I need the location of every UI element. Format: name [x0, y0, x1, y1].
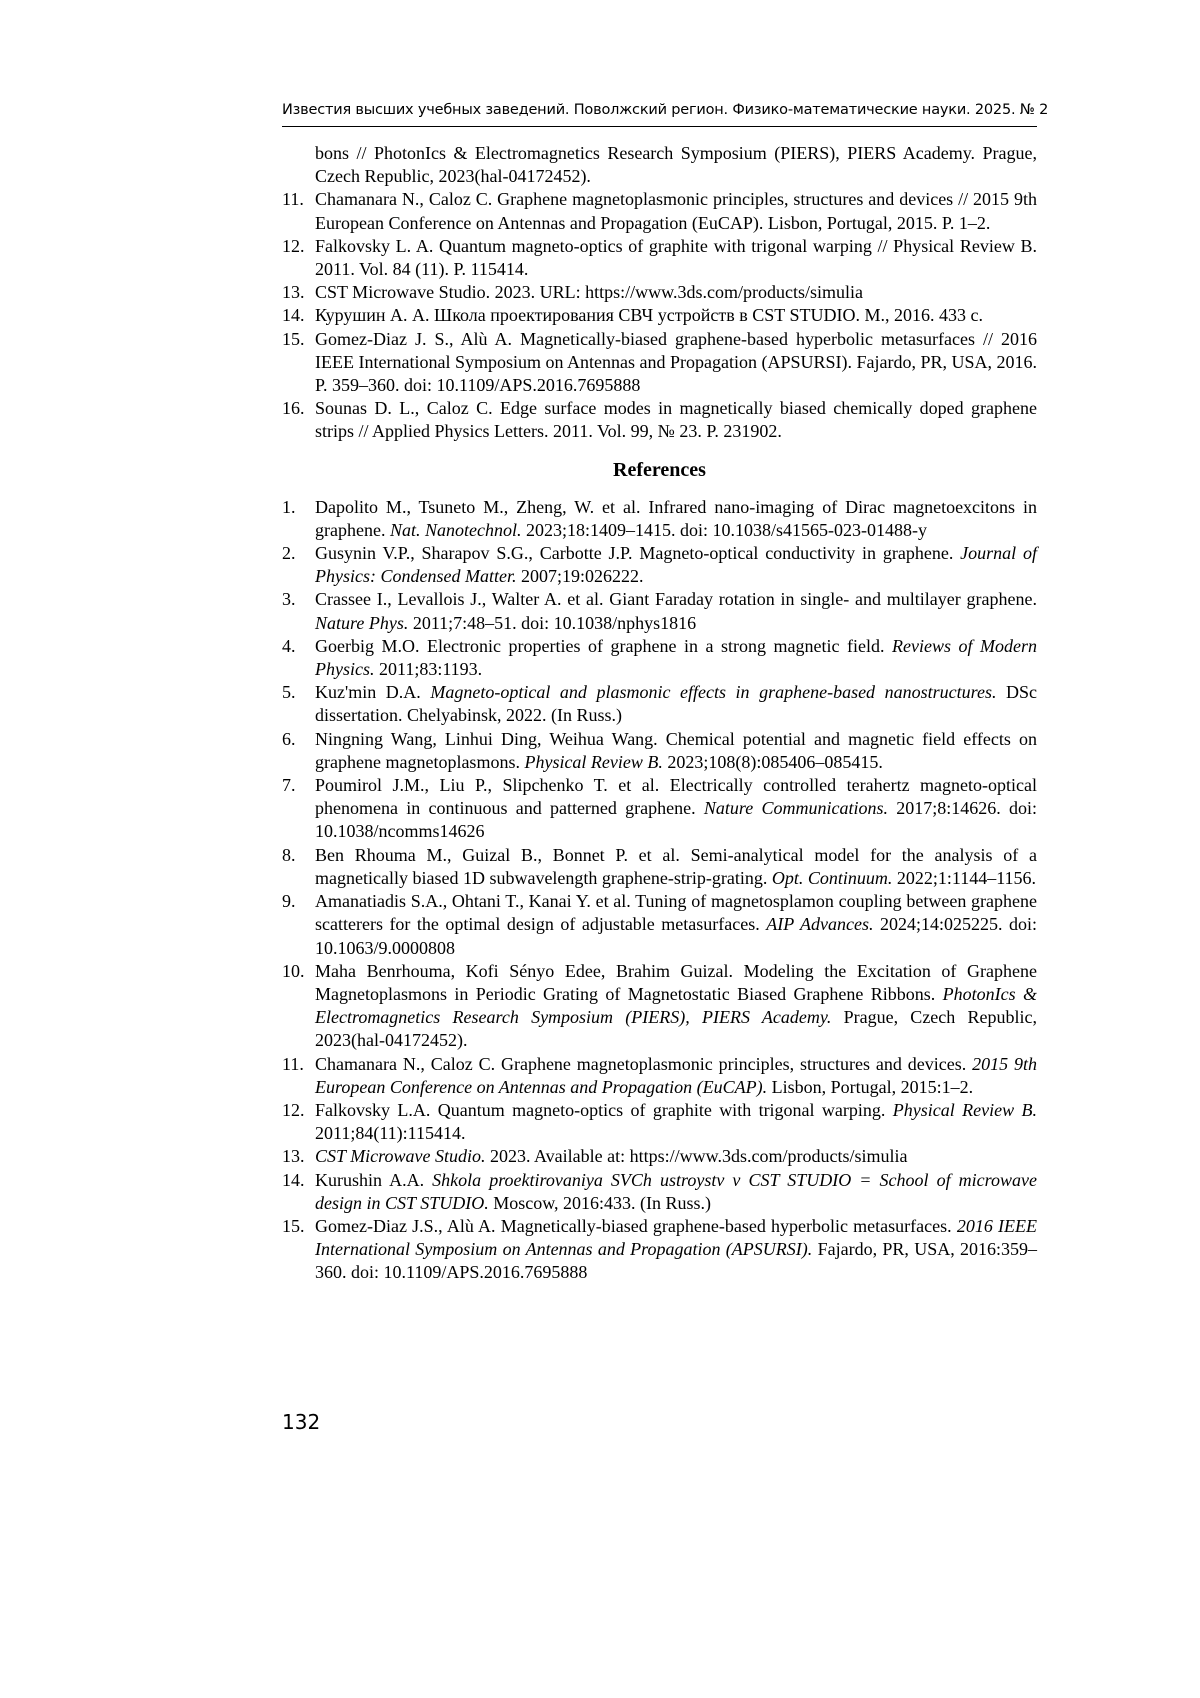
reference-italic-text: Reviews of Modern Physics. [315, 635, 1037, 680]
reference-italic-text: Nat. Nanotechnol. [389, 519, 522, 540]
reference-text: Lisbon, Portugal, 2015:1–2. [767, 1076, 974, 1097]
reference-italic-text: Journal of Physics: Condensed Matter. [315, 543, 1037, 587]
reference-italic-text: Nature Communications. [703, 798, 888, 819]
reference-number: 15. [282, 1215, 305, 1236]
reference-number: 13. [282, 282, 305, 303]
reference-item [282, 890, 1037, 960]
reference-text: Goerbig M.O. Electronic properties of graphene in a strong magnetic field. [315, 635, 892, 656]
reference-item [282, 496, 1037, 542]
reference-text: DSc dissertation. Chelyabinsk, 2022. (In Russ.) [315, 682, 1038, 726]
reference-text: Fajardo, PR, USA, 2016:359–360. doi: 10.1109/APS.2016.7695888 [315, 1239, 1038, 1283]
reference-number: 4. [282, 635, 296, 656]
reference-text: 2023;18:1409–1415. doi: 10.1038/s41565-023-01488-y [521, 519, 927, 540]
reference-text: Dapolito M., Tsuneto M., Zheng, W. et al. Infrared nano-imaging of Dirac magnetoexcitons in graphene. [315, 496, 1037, 540]
reference-text: CST Microwave Studio. 2023. URL: https://www.3ds.com/products/simulia [315, 282, 863, 303]
reference-number: 12. [282, 1099, 305, 1120]
reference-text: Gusynin V.P., Sharapov S.G., Carbotte J.P. Magneto-optical conductivity in graphene. [315, 543, 961, 564]
reference-number: 14. [282, 305, 305, 326]
reference-number: 9. [282, 891, 296, 912]
reference-item [282, 235, 1037, 281]
reference-number: 12. [282, 235, 305, 256]
reference-text: Poumirol J.M., Liu P., Slipchenko T. et al. Electrically controlled terahertz magneto-optical phenomena in continuous and patterned graphene. [315, 775, 1037, 819]
reference-item [282, 1099, 1037, 1145]
reference-text: Amanatiadis S.A., Ohtani T., Kanai Y. et al. Tuning of magnetosplamon coupling between graphene scatterers for the optimal design of adjustable metasurfaces. [315, 891, 1037, 935]
reference-italic-text: Physical Review B. [524, 751, 663, 772]
reference-number: 11. [282, 1053, 304, 1074]
reference-number: 15. [282, 328, 305, 349]
reference-number: 5. [282, 682, 296, 703]
reference-item [282, 1053, 1037, 1099]
reference-number: 11. [282, 189, 304, 210]
reference-list-english [282, 496, 1037, 1285]
reference-text: 2011;7:48–51. doi: 10.1038/nphys1816 [408, 612, 697, 633]
reference-item [282, 635, 1037, 681]
reference-number: 1. [282, 496, 296, 517]
reference-text: 2024;14:025225. doi: 10.1063/9.0000808 [315, 914, 1037, 958]
reference-number: 6. [282, 728, 296, 749]
reference-number: 3. [282, 589, 296, 610]
reference-item [282, 1145, 1037, 1168]
reference-item [282, 844, 1037, 890]
reference-item [282, 960, 1037, 1053]
reference-text: Moscow, 2016:433. (In Russ.) [488, 1192, 712, 1213]
reference-item [282, 681, 1037, 727]
reference-text: 2011;83:1193. [374, 659, 483, 680]
reference-text: 2022;1:1144–1156. [892, 867, 1037, 888]
reference-text: 2007;19:026222. [516, 566, 644, 587]
reference-text: 2023;108(8):085406–085415. [662, 751, 883, 772]
reference-text: Prague, Czech Republic, 2023(hal-04172452). [315, 1007, 1037, 1051]
reference-number: 16. [282, 398, 305, 419]
reference-text: 2011;84(11):115414. [315, 1123, 466, 1144]
reference-item [282, 188, 1037, 234]
reference-text: Falkovsky L.A. Quantum magneto-optics of graphite with trigonal warping. [315, 1099, 893, 1120]
reference-italic-text: CST Microwave Studio. [315, 1146, 486, 1167]
reference-text: Maha Benrhouma, Kofi Sényo Edee, Brahim Guizal. Modeling the Excitation of Graphene Magnetoplasmons in Periodic Grating of Magnetostatic Biased Graphene Ribbons. [315, 960, 1037, 1004]
reference-item [282, 281, 1037, 304]
reference-item [282, 1215, 1037, 1285]
reference-item [282, 397, 1037, 443]
reference-text: Kurushin A.A. [315, 1169, 433, 1190]
reference-italic-text: 2015 9th European Conference on Antennas and Propagation (EuCAP). [315, 1053, 1037, 1097]
reference-item [282, 1169, 1037, 1215]
reference-number: 2. [282, 543, 296, 564]
reference-number: 10. [282, 960, 305, 981]
reference-text: Gomez-Diaz J.S., Alù A. Magnetically-biased graphene-based hyperbolic metasurfaces. [315, 1215, 957, 1236]
reference-text: 2017;8:14626. doi: 10.1038/ncomms14626 [315, 798, 1037, 842]
reference-italic-text: 2016 IEEE International Symposium on Antennas and Propagation (APSURSI). [315, 1215, 1037, 1260]
reference-text: Ben Rhouma M., Guizal B., Bonnet P. et al. Semi-analytical model for the analysis of a magnetically biased 1D subwavelength graphene-strip-grating. [315, 844, 1037, 888]
page-content [282, 142, 1037, 1285]
reference-italic-text: Nature Phys. [315, 612, 409, 633]
reference-list-russian [282, 142, 1037, 444]
page-number: 132 [282, 1410, 321, 1434]
journal-header: Известия высших учебных заведений. Поволжский регион. Физико-математические науки. 2025. № 2 [282, 102, 1049, 118]
reference-italic-text: Shkola proektirovaniya SVCh ustroystv v CST STUDIO = School of microwave design in CST STUDIO. [315, 1169, 1037, 1213]
reference-text: 2023. Available at: https://www.3ds.com/products/simulia [485, 1146, 908, 1167]
reference-text: Crassee I., Levallois J., Walter A. et al. Giant Faraday rotation in single- and multilayer graphene. [315, 589, 1037, 610]
reference-italic-text: AIP Advances. [766, 914, 874, 935]
reference-text: Gomez-Diaz J. S., Alù A. Magnetically-biased graphene-based hyperbolic metasurfaces // 2016 IEEE International Symposium on Antennas and Propagation (APSURSI). Fajardo, PR, USA, 2016. P. 359–360. doi: 10.1109/APS.2016.7695888 [315, 328, 1037, 396]
reference-text: Chamanara N., Caloz C. Graphene magnetoplasmonic principles, structures and devices. [315, 1053, 973, 1074]
reference-item [282, 728, 1037, 774]
reference-number: 13. [282, 1146, 305, 1167]
header-divider [282, 126, 1037, 127]
reference-italic-text: Physical Review B. [892, 1099, 1037, 1120]
reference-text: Курушин А. А. Школа проектирования СВЧ устройств в CST STUDIO. М., 2016. 433 с. [315, 305, 983, 326]
reference-item [282, 304, 1037, 327]
reference-text: Falkovsky L. A. Quantum magneto-optics of graphite with trigonal warping // Physical Review B. 2011. Vol. 84 (11). P. 115414. [315, 235, 1037, 280]
reference-italic-text: Magneto-optical and plasmonic effects in graphene-based nanostructures. [430, 682, 997, 703]
reference-number: 8. [282, 844, 296, 865]
reference-item [282, 142, 1037, 188]
reference-number: 14. [282, 1169, 305, 1190]
reference-item [282, 774, 1037, 844]
reference-italic-text: PhotonIcs & Electromagnetics Research Symposium (PIERS), PIERS Academy. [315, 983, 1037, 1028]
reference-item [282, 328, 1037, 398]
reference-text: Sounas D. L., Caloz C. Edge surface modes in magnetically biased chemically doped graphene strips // Applied Physics Letters. 2011. Vol. 99, № 23. P. 231902. [315, 398, 1037, 442]
reference-text: Ningning Wang, Linhui Ding, Weihua Wang. Chemical potential and magnetic field effects on graphene magnetoplasmons. [315, 728, 1037, 772]
reference-text: Chamanara N., Caloz C. Graphene magnetoplasmonic principles, structures and devices // 2015 9th European Conference on Antennas and Propagation (EuCAP). Lisbon, Portugal, 2015. P. 1–2. [315, 189, 1037, 233]
reference-text: Kuz'min D.A. [315, 682, 431, 703]
reference-item [282, 588, 1037, 634]
references-heading: References [613, 458, 706, 481]
reference-text: bons // PhotonIcs & Electromagnetics Research Symposium (PIERS), PIERS Academy. Prague, Czech Republic, 2023(hal-04172452). [315, 143, 1037, 187]
reference-number: 7. [282, 775, 296, 796]
reference-italic-text: Opt. Continuum. [771, 867, 893, 888]
reference-item [282, 542, 1037, 588]
